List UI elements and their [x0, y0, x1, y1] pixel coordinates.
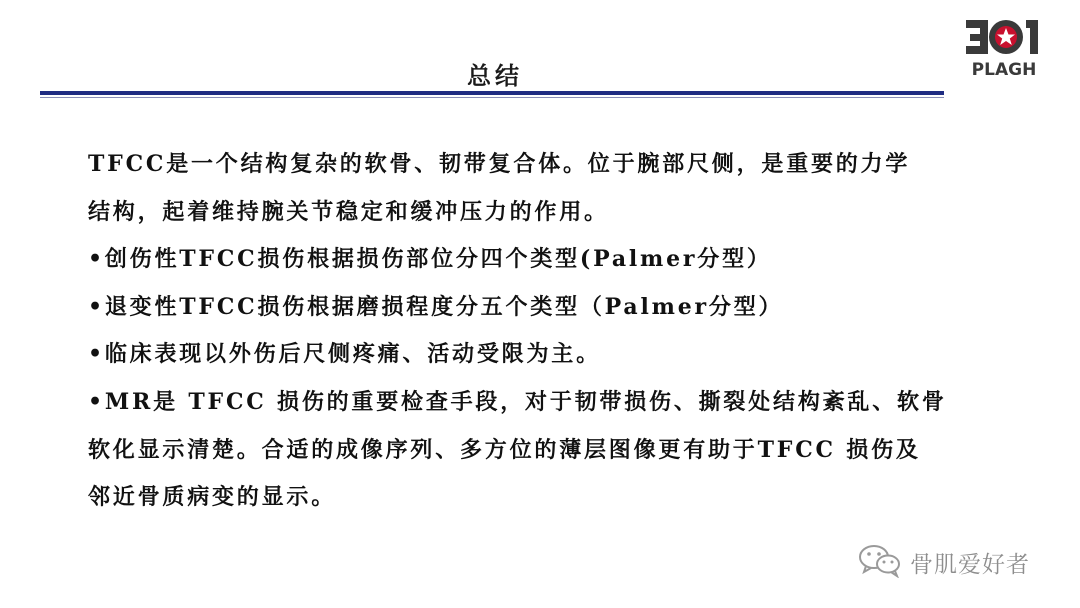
hospital-logo	[958, 10, 1050, 94]
content-line: TFCC是一个结构复杂的软骨、韧带复合体。位于腕部尺侧，是重要的力学	[88, 151, 911, 177]
content-line: 邻近骨质病变的显示。	[88, 484, 337, 511]
bullet-item: •创伤性TFCC损伤根据损伤部位分四个类型(Palmer分型）	[88, 246, 772, 273]
title-divider	[40, 91, 944, 95]
summary-content	[88, 141, 1008, 522]
content-line: 软化显示清楚。合适的成像序列、多方位的薄层图像更有助于TFCC 损伤及	[88, 436, 921, 463]
wechat-icon	[858, 542, 902, 582]
content-line: 结构，起着维持腕关节稳定和缓冲压力的作用。	[88, 198, 609, 225]
logo-brand: PLAGH	[971, 60, 1037, 80]
bullet-item: •临床表现以外伤后尺侧疼痛、活动受限为主。	[88, 341, 601, 368]
bullet-item: •退变性TFCC损伤根据磨损程度分五个类型（Palmer分型）	[88, 293, 784, 320]
bullet-item: •MR是 TFCC 损伤的重要检查手段，对于韧带损伤、撕裂处结构紊乱、软骨	[88, 388, 947, 415]
watermark-text: 骨肌爱好者	[910, 551, 1030, 578]
slide-title: 总结	[467, 61, 523, 90]
title-divider-thin	[40, 97, 944, 98]
watermark	[858, 542, 1030, 582]
